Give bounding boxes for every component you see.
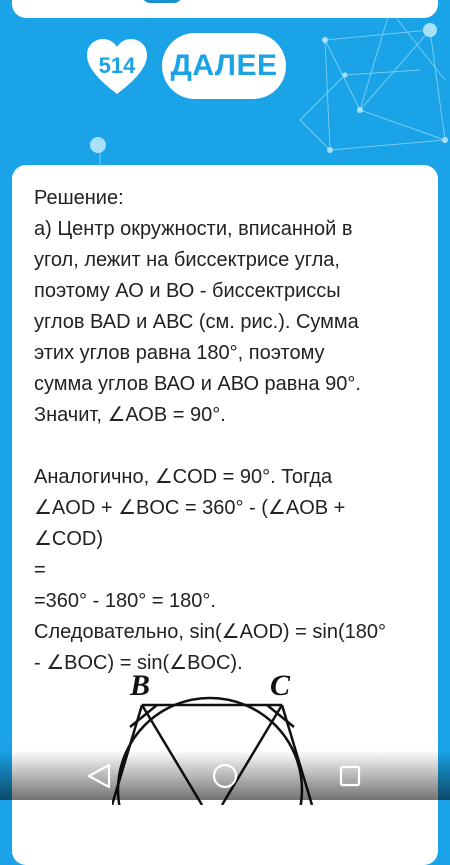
recents-square-icon[interactable] xyxy=(334,762,366,790)
solution-line: Значит, ∠АОВ = 90°. xyxy=(34,404,226,426)
solution-line: ∠AOD + ∠BOC = 360° - (∠AOB + ∠COD) xyxy=(34,497,346,550)
solution-line: сумма углов ВАО и АВО равна 90°. xyxy=(34,373,361,395)
solution-line: =360° - 180° = 180°. xyxy=(34,590,216,612)
home-circle-icon[interactable] xyxy=(209,762,241,790)
previous-card-peek xyxy=(142,0,182,3)
solution-line: Аналогично, ∠COD = 90°. Тогда xyxy=(34,466,333,488)
solution-line: а) Центр окружности, вписанной в xyxy=(34,218,353,240)
solution-line: угол, лежит на биссектрисе угла, xyxy=(34,249,340,271)
solution-line: поэтому АО и ВО - биссектриссы xyxy=(34,280,341,302)
next-button[interactable]: ДАЛЕЕ xyxy=(162,33,286,99)
previous-card-edge xyxy=(12,0,438,18)
back-triangle-icon[interactable] xyxy=(83,762,115,790)
solution-line: - ∠BOC) = sin(∠BOC). xyxy=(34,652,243,674)
solution-line: = xyxy=(34,559,46,581)
label-c: C xyxy=(270,669,291,702)
solution-text xyxy=(34,183,416,679)
label-b: B xyxy=(130,669,151,702)
paragraph-gap xyxy=(34,431,416,462)
solution-line: углов ВАD и АВС (см. рис.). Сумма xyxy=(34,311,359,333)
likes-count: 514 xyxy=(98,53,136,78)
solution-line: этих углов равна 180°, поэтому xyxy=(34,342,325,364)
solution-heading: Решение: xyxy=(34,187,124,209)
system-navigation-bar xyxy=(0,750,450,800)
solution-line: Следовательно, sin(∠AOD) = sin(180° xyxy=(34,621,386,643)
